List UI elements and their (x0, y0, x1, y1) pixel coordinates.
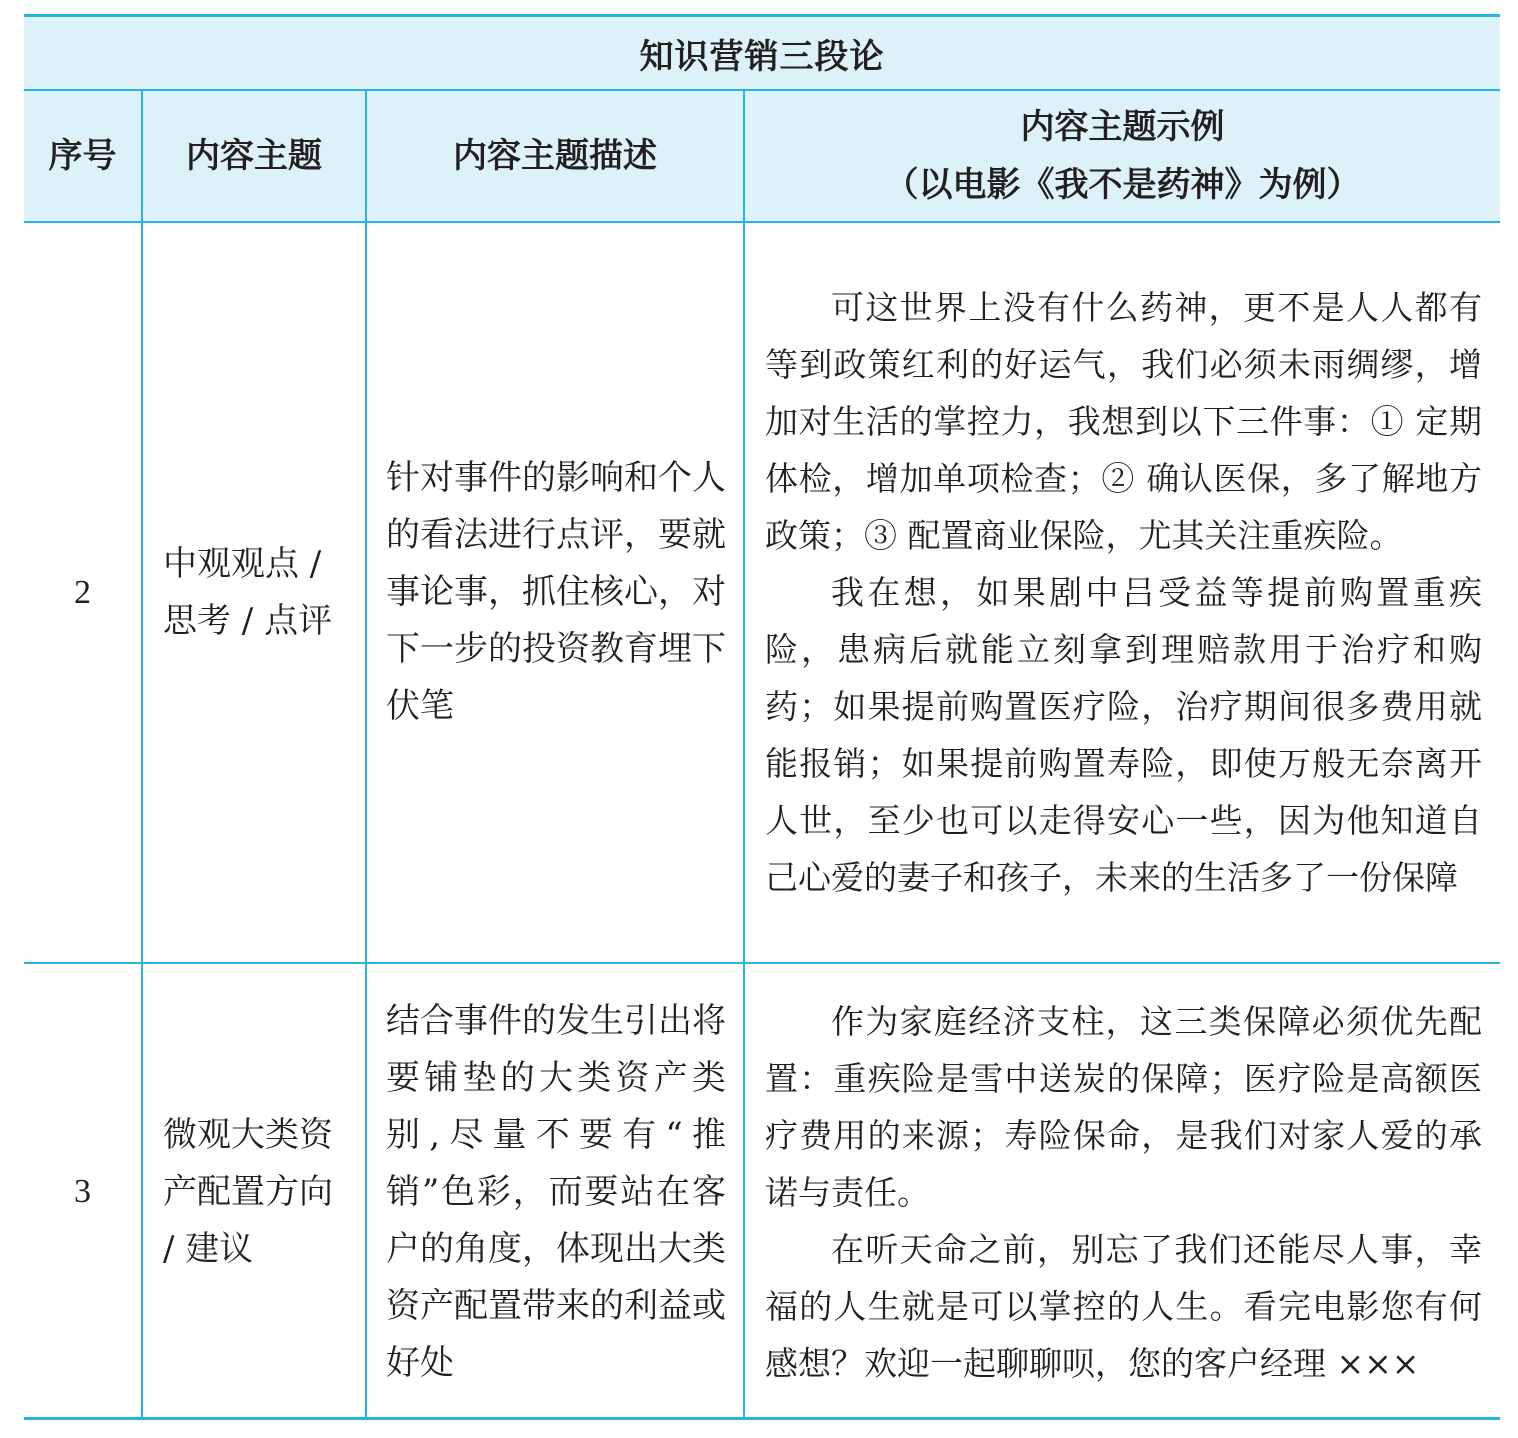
header-description (365, 91, 743, 221)
row-topic-line: 微观大类资 (163, 1114, 333, 1155)
example-paragraph: 在听天命之前，别忘了我们还能尽人事，幸福的人生就是可以掌控的人生。看完电影您有何感想？欢迎一起聊聊呗，您的客户经理 ××× (765, 1229, 1482, 1383)
header-example (743, 91, 1500, 221)
header-example-sublabel: （以电影《我不是药神》为例） (884, 165, 1361, 205)
header-description-label: 内容主题描述 (453, 136, 657, 176)
row-index-cell (24, 964, 141, 1420)
table-title: 知识营销三段论 (639, 36, 885, 77)
row-description: 针对事件的影响和个人的看法进行点评，要就事论事，抓住核心，对下一步的投资教育埋下伏笔 (386, 458, 726, 726)
example-paragraph: 作为家庭经济支柱，这三类保障必须优先配置：重疾险是雪中送炭的保障；医疗险是高额医疗费用的来源；寿险保命，是我们对家人爱的承诺与责任。 (765, 1001, 1482, 1212)
row-topic-cell (141, 223, 365, 962)
row-index-cell (24, 223, 141, 962)
row-topic-cell (141, 964, 365, 1420)
row-example (765, 279, 1482, 906)
table-row (24, 964, 1500, 1420)
table-header-row (24, 91, 1500, 223)
row-index: 2 (74, 573, 91, 611)
row-topic-line: 中观观点 / (163, 543, 322, 584)
row-description-cell (365, 223, 743, 962)
row-example-cell (743, 964, 1500, 1420)
table-title-row (24, 17, 1500, 91)
header-topic (141, 91, 365, 221)
row-topic-line: 产配置方向 (163, 1171, 333, 1212)
header-topic-label: 内容主题 (186, 136, 322, 176)
row-topic (163, 1107, 333, 1278)
table-row (24, 223, 1500, 964)
header-index (24, 91, 141, 221)
knowledge-marketing-table (24, 14, 1500, 1420)
row-example-cell (743, 223, 1500, 962)
row-description-cell (365, 964, 743, 1420)
row-example (765, 993, 1482, 1392)
header-index-label: 序号 (48, 136, 117, 176)
row-topic-line: 思考 / 点评 (163, 600, 333, 641)
example-paragraph: 可这世界上没有什么药神，更不是人人都有等到政策红利的好运气，我们必须未雨绸缪，增加对生活的掌控力，我想到以下三件事：① 定期体检，增加单项检查；② 确认医保，多了解地方政策；③ 配置商业保险，尤其关注重疾险。 (765, 288, 1482, 555)
row-topic (163, 536, 332, 650)
row-description: 结合事件的发生引出将要铺垫的大类资产类别,尽量不要有“推销”色彩，而要站在客户的角度，体现出大类资产配置带来的利益或好处 (386, 1000, 726, 1383)
header-example-label: 内容主题示例 (1020, 107, 1225, 147)
row-topic-line: / 建议 (163, 1228, 254, 1269)
example-paragraph: 我在想，如果剧中吕受益等提前购置重疾险，患病后就能立刻拿到理赔款用于治疗和购药；如果提前购置医疗险，治疗期间很多费用就能报销；如果提前购置寿险，即使万般无奈离开人世，至少也可以走得安心一些，因为他知道自己心爱的妻子和孩子，未来的生活多了一份保障 (765, 573, 1482, 897)
row-index: 3 (74, 1173, 91, 1210)
